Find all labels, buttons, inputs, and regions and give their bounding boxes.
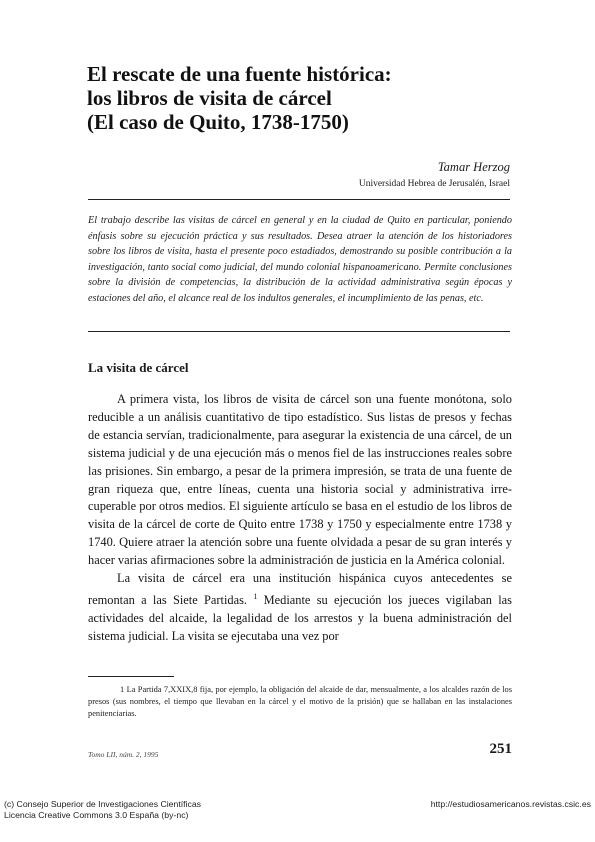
footnote-marker: 1 (253, 591, 258, 601)
article-title (87, 62, 527, 134)
body-paragraph-1: A primera vista, los libros de visita de cárcel son una fuente monótona, solo reducible a un análisis cuantitativo de tipo estadístico. Sus listas de presos y fechas de estancia servían, tradicionalmente, para asegurar la existencia de una cárcel, de un sistema judicial y de una ejecución más o menos fiel de las instrucciones reales sobre las prisiones. Sin embargo, a pesar de la primera impresión, se trata de una fuente de gran riqueza que, entre líneas, cuenta una historia social y administrativa irrecuperable por otros medios. El siguiente artículo se basa en el estudio de los libros de visita de la cárcel de corte de Quito entre 1738 y 1750 y especialmente entre 1738 y 1740. Quiere atraer la atención sobre una fuente olvidada a pesar de su gran interés y hacer varias afirmaciones sobre la administración de justicia en la América colonial. (88, 392, 512, 568)
section-heading: La visita de cárcel (88, 360, 189, 375)
license-notice (4, 799, 201, 821)
footnote-text: 1 La Partida 7,XXIX,8 fija, por ejemplo, la obligación del alcaide de dar, mensualmente, a los alcaldes razón de los presos (sus nombres, el tiempo que llevaban en la cárcel y el motivo de la prisión) que se hallaban en las instalaciones penitenciarias. (88, 685, 512, 718)
footnote-rule (88, 676, 174, 677)
abstract: El trabajo describe las visitas de cárcel en general y en la ciudad de Quito en particular, poniendo énfasis sobre su ejecución práctica y sus resultados. Desea atraer la atención de los historiadores sobre los libros de visita, hasta el presente poco estadiados, demostrando su posible contribución a la investigación, tanto social como judicial, del mundo colonial hispanoamericano. Permite conclusiones sobre la división de competencias, la distribución de la actividad administrativa según épocas y estaciones del año, el alcance real de los indultos generales, el incumplimiento de las penas, etc. (88, 215, 512, 304)
abstract-bottom-rule (88, 331, 510, 332)
body-paragraph-2 (88, 570, 512, 646)
article-body (88, 391, 512, 646)
abstract-top-rule (88, 199, 510, 200)
journal-url-link[interactable]: http://estudiosamericanos.revistas.csic.es (430, 799, 591, 809)
license-copyright: (c) Consejo Superior de Investigaciones Científicas (4, 799, 202, 809)
journal-url[interactable] (355, 799, 591, 810)
author-affiliation: Universidad Hebrea de Jerusalén, Israel (358, 179, 510, 189)
journal-info: Tomo LII, núm. 2, 1995 (88, 750, 159, 759)
paragraph-2-text-before-note: La visita de cárcel era una institución hispánica cuyos antecedentes se remontan a las Siete Partidas. (88, 571, 512, 608)
title-line-3: (El caso de Quito, 1738-1750) (87, 110, 349, 134)
title-line-2: los libros de visita de cárcel (87, 86, 332, 110)
page-number: 251 (489, 741, 512, 757)
license-type: Licencia Creative Commons 3.0 España (by-nc) (4, 810, 189, 820)
footnote (88, 684, 512, 719)
author-name: Tamar Herzog (437, 160, 510, 174)
title-line-1: El rescate de una fuente histórica: (87, 62, 392, 86)
paragraph-2-text-after-note: Mediante su ejecución los jueces vigilaban las actividades del alcaide, la legalidad de los arrestos y la buena administración del sistema judicial. La visita se ejecutaba una vez por (88, 593, 512, 643)
